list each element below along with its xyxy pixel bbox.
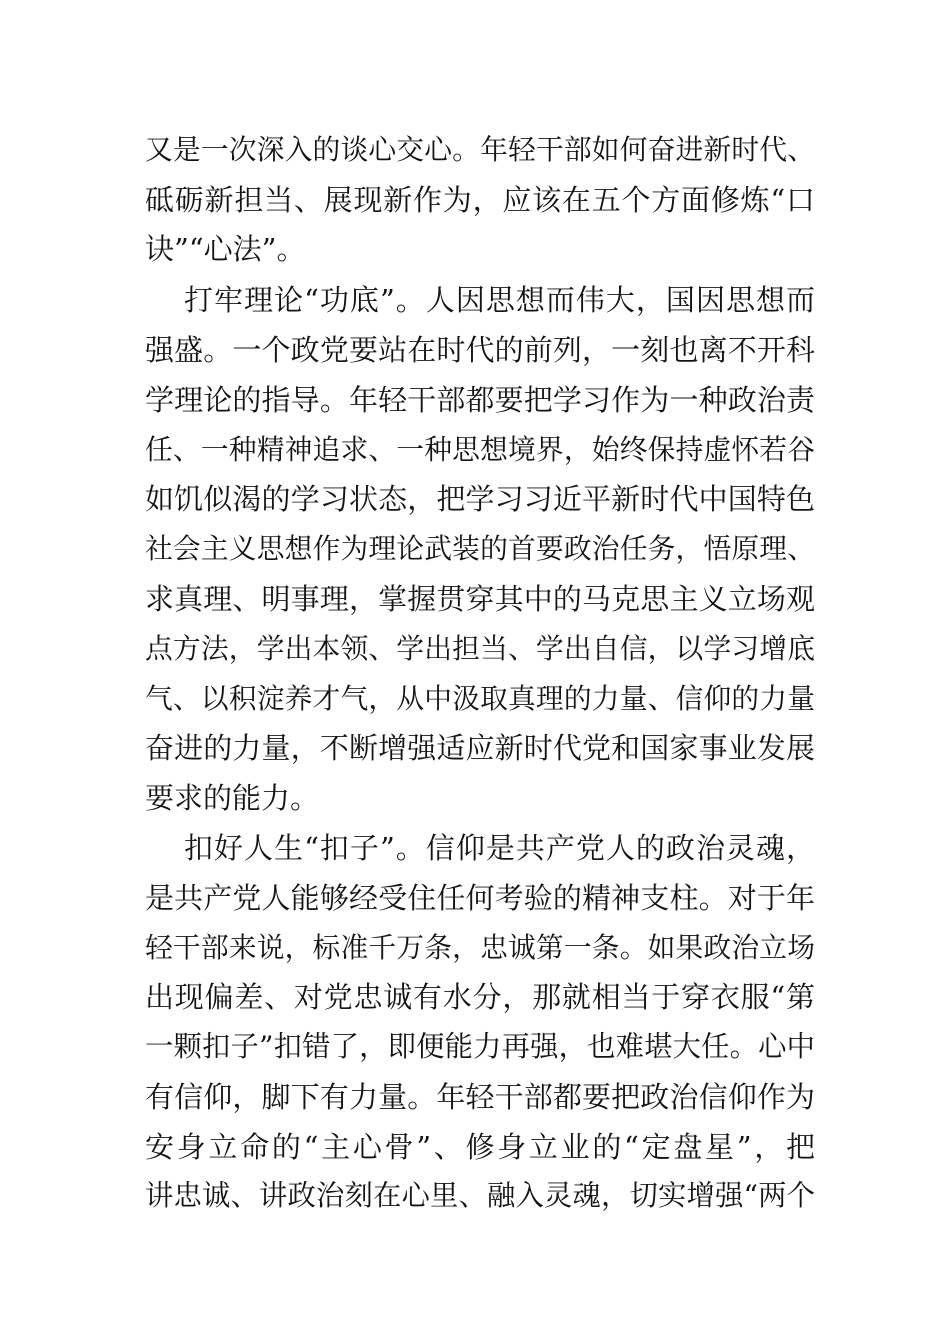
text-line: 社会主义思想作为理论武装的首要政治任务，悟原理、 — [145, 532, 815, 565]
text-line: 强盛。一个政党要站在时代的前列，一刻也离不开科 — [145, 333, 815, 367]
text-line: 气、以积淀养才气，从中汲取真理的力量、信仰的力量 — [145, 682, 815, 715]
text-line: 如饥似渴的学习状态，把学习习近平新时代中国特色 — [145, 482, 815, 516]
text-line: 砥砺新担当、展现新作为，应该在五个方面修炼“口 — [145, 183, 815, 217]
text-line: 又是一次深入的谈心交心。年轻干部如何奋进新时代、 — [145, 133, 815, 166]
paragraph-first-line: 扣好人生“扣子”。信仰是共产党人的政治灵魂， — [184, 831, 815, 865]
text-line: 是共产党人能够经受住任何考验的精神支柱。对于年 — [145, 881, 815, 915]
paragraph-first-line: 打牢理论“功底”。人因思想而伟大，国因思想而 — [184, 283, 815, 317]
text-line: 点方法，学出本领、学出担当、学出自信，以学习增底 — [145, 632, 815, 665]
text-line: 出现偏差、对党忠诚有水分，那就相当于穿衣服“第 — [145, 980, 815, 1014]
text-line: 安身立命的“主心骨”、修身立业的“定盘星”，把 — [145, 1130, 815, 1164]
text-line: 学理论的指导。年轻干部都要把学习作为一种政治责 — [145, 383, 815, 417]
text-line: 要求的能力。 — [145, 781, 320, 815]
text-line: 轻干部来说，标准千万条，忠诚第一条。如果政治立场 — [145, 931, 815, 964]
text-line: 一颗扣子”扣错了，即便能力再强，也难堪大任。心中 — [145, 1030, 815, 1063]
text-line: 奋进的力量，不断增强适应新时代党和国家事业发展 — [145, 731, 815, 765]
text-line: 诀”“心法”。 — [145, 232, 306, 266]
text-line: 有信仰，脚下有力量。年轻干部都要把政治信仰作为 — [145, 1080, 815, 1114]
text-line: 任、一种精神追求、一种思想境界，始终保持虚怀若谷 — [145, 433, 815, 466]
text-line: 讲忠诚、讲政治刻在心里、融入灵魂，切实增强“两个 — [145, 1179, 815, 1212]
text-line: 求真理、明事理，掌握贯穿其中的马克思主义立场观 — [145, 582, 815, 616]
